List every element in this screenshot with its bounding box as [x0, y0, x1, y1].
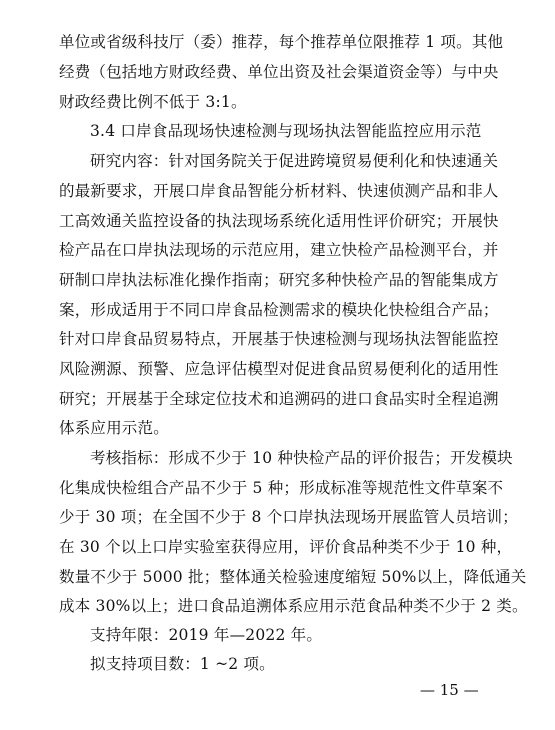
text-line: 的最新要求，开展口岸食品智能分析材料、快速侦测产品和非人 [59, 182, 499, 200]
page-number: — 15 — [420, 681, 479, 699]
text-line: 针对口岸食品贸易特点，开展基于快速检测与现场执法智能监控 [59, 330, 499, 348]
text-line: 研究；开展基于全球定位技术和追溯码的进口食品实时全程追溯 [59, 390, 499, 408]
text-line: 单位或省级科技厅（委）推荐，每个推荐单位限推荐 1 项。其他 [59, 33, 504, 51]
text-line: 经费（包括地方财政经费、单位出资及社会渠道资金等）与中央 [59, 63, 499, 81]
text-line: 案，形成适用于不同口岸食品检测需求的模块化快检组合产品； [59, 301, 499, 319]
text-line: 少于 30 项；在全国不少于 8 个口岸执法现场开展监管人员培训； [59, 508, 518, 526]
project-count: 拟支持项目数：1 ~2 项。 [90, 655, 275, 673]
text-line: 研制口岸执法标准化操作指南；研究多种快检产品的智能集成方 [59, 271, 499, 289]
support-period: 支持年限：2019 年—2022 年。 [90, 626, 323, 644]
text-line: 工高效通关监控设备的执法现场系统化适用性评价研究；开展快 [59, 212, 499, 230]
text-line: 数量不少于 5000 批；整体通关检验速度缩短 50%以上，降低通关 [59, 568, 527, 586]
text-line: 在 30 个以上口岸实验室获得应用，评价食品种类不少于 10 种， [59, 538, 513, 556]
text-line: 化集成快检组合产品不少于 5 种；形成标准等规范性文件草案不 [59, 479, 504, 497]
text-line: 检产品在口岸执法现场的示范应用，建立快检产品检测平台，并 [59, 241, 499, 259]
text-line: 体系应用示范。 [59, 419, 169, 437]
text-line: 考核指标：形成不少于 10 种快检产品的评价报告；开发模块 [90, 449, 513, 467]
text-line: 成本 30%以上；进口食品追溯体系应用示范食品种类不少于 2 类。 [59, 597, 528, 615]
text-line: 风险溯源、预警、应急评估模型对促进食品贸易便利化的适用性 [59, 360, 499, 378]
text-line: 财政经费比例不低于 3:1。 [59, 93, 247, 111]
section-heading: 3.4 口岸食品现场快速检测与现场执法智能监控应用示范 [90, 122, 482, 140]
text-line: 研究内容：针对国务院关于促进跨境贸易便利化和快速通关 [90, 152, 499, 170]
